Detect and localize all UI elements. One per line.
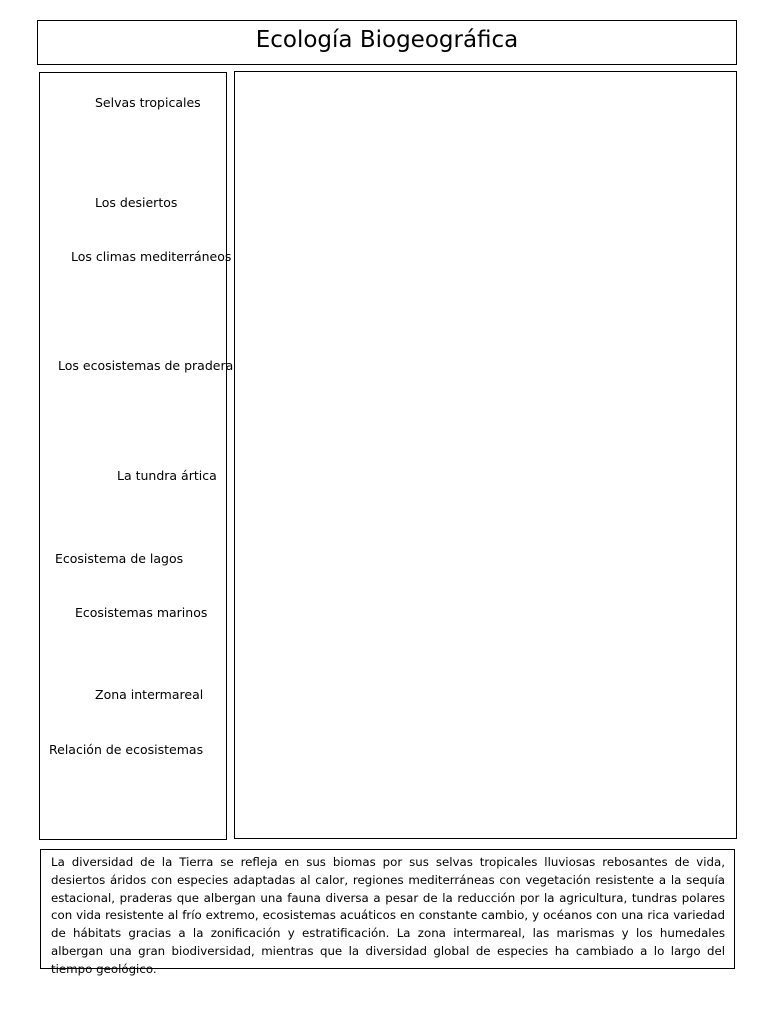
topic-marinos: Ecosistemas marinos <box>75 605 208 620</box>
summary-box <box>40 849 735 976</box>
topic-intermareal: Zona intermareal <box>95 687 204 702</box>
topic-desiertos: Los desiertos <box>95 195 178 210</box>
topic-lagos: Ecosistema de lagos <box>55 551 184 566</box>
topics-column <box>39 72 234 840</box>
summary-text: La diversidad de la Tierra se refleja en sus biomas por sus selvas tropicales lluviosas rebosantes de vida, desiertos áridos con especies adaptadas al calor, regiones mediterráneas con vegetación resistente a la sequía estacional, praderas que albergan una fauna diversa a pesar de la reducción por la agricultura, tundras polares con vida resistente al frío extremo, ecosistemas acuáticos en constante cambio, y océanos con una rica variedad de hábitats gracias a la zonificación y estratificación. La zona intermareal, las marismas y los humedales albergan una gran biodiversidad, mientras que la diversidad global de especies ha cambiado a lo largo del tiempo geológico. <box>51 855 725 976</box>
topic-pradera: Los ecosistemas de pradera <box>58 358 234 373</box>
topic-relacion-ecosistemas: Relación de ecosistemas <box>49 742 204 757</box>
title-box <box>37 20 737 65</box>
topic-tundra-artica: La tundra ártica <box>117 468 217 483</box>
page-title: Ecología Biogeográfica <box>255 27 519 53</box>
content-area <box>234 71 737 839</box>
topic-selvas-tropicales: Selvas tropicales <box>95 95 201 110</box>
topic-climas-mediterraneos: Los climas mediterráneos <box>71 249 232 264</box>
